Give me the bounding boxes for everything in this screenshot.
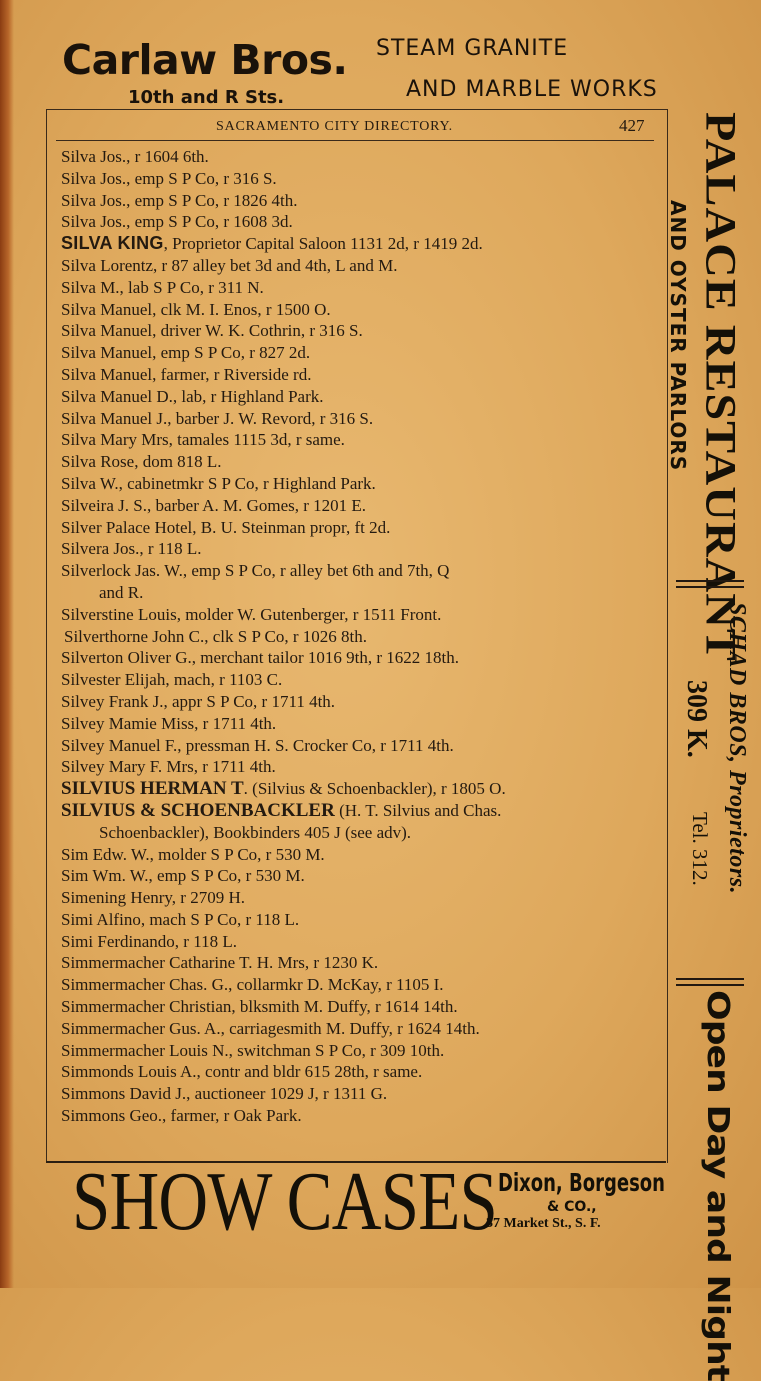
carlaw-ad-address: 10th and R Sts. xyxy=(128,87,285,108)
directory-entry xyxy=(61,1061,661,1083)
entry-text: Simi Ferdinando, r 118 L. xyxy=(61,931,237,951)
entry-text: Silva Jos., r 1604 6th. xyxy=(61,147,209,166)
entry-text: Simmonds Louis A., contr and bldr 615 28th, r same. xyxy=(61,1062,423,1082)
entry-name-bold: SILVIUS & SCHOENBACKLER xyxy=(61,799,335,821)
entry-text: Silva Jos., emp S P Co, r 316 S. xyxy=(61,168,277,188)
side-ad-divider xyxy=(676,580,744,588)
entry-text: Silva W., cabinetmkr S P Co, r Highland Park. xyxy=(61,473,376,493)
entry-text: Silva Manuel J., barber J. W. Revord, r 316 S. xyxy=(61,408,374,428)
showcase-ad-firm: Dixon, Borgeson xyxy=(498,1168,665,1197)
palace-ad-name: PALACE RESTAURANT xyxy=(696,112,745,662)
directory-entry xyxy=(61,865,661,887)
entry-text: Silverthorne John C., clk S P Co, r 1026 8th. xyxy=(64,626,368,646)
palace-ad-subtitle: AND OYSTER PARLORS xyxy=(666,200,690,472)
entry-text: Silvey Manuel F., pressman H. S. Crocker Co, r 1711 4th. xyxy=(61,735,454,755)
directory-entry xyxy=(61,233,661,255)
directory-entry xyxy=(61,669,661,691)
directory-entry xyxy=(61,255,661,277)
directory-entry xyxy=(61,756,661,778)
directory-entry xyxy=(61,560,661,582)
directory-entry xyxy=(61,626,661,648)
directory-entry xyxy=(61,691,661,713)
entry-text: Sim Edw. W., molder S P Co, r 530 M. xyxy=(61,844,325,864)
directory-entry xyxy=(61,909,661,931)
entry-text: Silva Manuel D., lab, r Highland Park. xyxy=(61,386,324,406)
entry-text: Silverton Oliver G., merchant tailor 1016 9th, r 1622 18th. xyxy=(61,648,460,668)
entry-text: Silva Mary Mrs, tamales 1115 3d, r same. xyxy=(61,430,345,450)
directory-entry xyxy=(61,778,661,800)
directory-entry-continuation xyxy=(61,822,661,844)
entry-text: , Proprietor Capital Saloon 1131 2d, r 1419 2d. xyxy=(163,234,483,254)
directory-entry xyxy=(61,996,661,1018)
showcase-ad-address: 37 Market St., S. F. xyxy=(486,1216,601,1231)
palace-ad-hours: Open Day and Night xyxy=(700,990,735,1381)
directory-entry xyxy=(61,538,661,560)
directory-entry xyxy=(61,713,661,735)
entry-text: Simmermacher Chas. G., collarmkr D. McKay, r 1105 I. xyxy=(61,975,444,995)
directory-entry xyxy=(61,604,661,626)
directory-entry xyxy=(61,408,661,430)
entry-text: Simmermacher Louis N., switchman S P Co, r 309 10th. xyxy=(61,1040,445,1060)
directory-entry xyxy=(61,517,661,539)
entry-text: Silva M., lab S P Co, r 311 N. xyxy=(61,277,264,297)
entry-text: Silvey Frank J., appr S P Co, r 1711 4th. xyxy=(61,691,336,711)
entry-text: Silvester Elijah, mach, r 1103 C. xyxy=(61,670,283,690)
directory-entry xyxy=(61,168,661,190)
entry-text: Silveira J. S., barber A. M. Gomes, r 1201 E. xyxy=(61,495,367,515)
directory-entry xyxy=(61,473,661,495)
entry-text: Silva Lorentz, r 87 alley bet 3d and 4th, L and M. xyxy=(61,255,398,275)
palace-ad-proprietors: SCHAD BROS, Proprietors. xyxy=(724,602,750,895)
entry-text: Silvera Jos., r 118 L. xyxy=(61,539,202,559)
showcase-ad-headline: SHOW CASES xyxy=(72,1155,497,1248)
directory-entry xyxy=(61,299,661,321)
carlaw-ad-line2: AND MARBLE WORKS xyxy=(406,77,658,102)
entry-text: Schoenbackler), Bookbinders 405 J (see adv). xyxy=(99,822,412,842)
entry-text: Silverstine Louis, molder W. Gutenberger, r 1511 Front. xyxy=(61,604,442,624)
entry-text: Silva Manuel, farmer, r Riverside rd. xyxy=(61,364,312,384)
palace-ad-tel: Tel. 312. xyxy=(688,812,712,886)
directory-entry-continuation xyxy=(61,582,661,604)
directory-entry xyxy=(61,1083,661,1105)
entry-text: and R. xyxy=(99,582,144,602)
entry-text: Silva Manuel, driver W. K. Cothrin, r 316 S. xyxy=(61,321,363,341)
entry-text: Silverlock Jas. W., emp S P Co, r alley bet 6th and 7th, Q xyxy=(61,561,450,581)
entry-text: Simmermacher Christian, blksmith M. Duffy, r 1614 14th. xyxy=(61,997,458,1017)
directory-entry xyxy=(61,211,661,233)
entry-text: Simmons David J., auctioneer 1029 J, r 1311 G. xyxy=(61,1084,388,1104)
entry-text: Simmermacher Catharine T. H. Mrs, r 1230 K. xyxy=(61,953,379,973)
directory-entry xyxy=(61,887,661,909)
showcase-ad-co: & CO., xyxy=(547,1199,597,1215)
page-number: 427 xyxy=(619,116,645,135)
directory-entry xyxy=(61,364,661,386)
entry-text: Sim Wm. W., emp S P Co, r 530 M. xyxy=(61,866,305,886)
entry-text: Silva Jos., emp S P Co, r 1826 4th. xyxy=(61,190,298,210)
entry-text: Silva Manuel, emp S P Co, r 827 2d. xyxy=(61,343,311,363)
page-edge xyxy=(0,0,14,1288)
entry-text: Silvey Mary F. Mrs, r 1711 4th. xyxy=(61,757,276,777)
directory-entry xyxy=(61,495,661,517)
directory-entry xyxy=(61,342,661,364)
entry-text: Silva Manuel, clk M. I. Enos, r 1500 O. xyxy=(61,299,331,319)
entry-text: Silvey Mamie Miss, r 1711 4th. xyxy=(61,713,277,733)
entry-text: Simmons Geo., farmer, r Oak Park. xyxy=(61,1106,302,1126)
directory-entry xyxy=(61,844,661,866)
entry-name-bold: SILVA KING xyxy=(61,233,164,254)
entry-text: Silva Rose, dom 818 L. xyxy=(61,452,222,472)
entry-text: Simmermacher Gus. A., carriagesmith M. Duffy, r 1624 14th. xyxy=(61,1018,480,1038)
directory-entry xyxy=(61,429,661,451)
directory-entry xyxy=(61,800,661,822)
running-title: SACRAMENTO CITY DIRECTORY. xyxy=(216,119,453,134)
palace-ad-address: 309 K. xyxy=(681,680,712,758)
entry-text: Simi Alfino, mach S P Co, r 118 L. xyxy=(61,909,300,929)
directory-entry xyxy=(61,451,661,473)
entry-text: Silva Jos., emp S P Co, r 1608 3d. xyxy=(61,212,293,232)
directory-entry xyxy=(61,647,661,669)
carlaw-ad-line1: STEAM GRANITE xyxy=(376,36,569,61)
entry-text: Silver Palace Hotel, B. U. Steinman propr, ft 2d. xyxy=(61,517,391,537)
entry-name-bold: SILVIUS HERMAN T xyxy=(61,778,244,800)
header-rule xyxy=(56,140,654,141)
side-ad-divider xyxy=(676,978,744,986)
directory-entry xyxy=(61,320,661,342)
directory-entry xyxy=(61,190,661,212)
entry-text: (H. T. Silvius and Chas. xyxy=(334,800,502,820)
directory-entry xyxy=(61,146,661,168)
entry-text: Simening Henry, r 2709 H. xyxy=(61,888,245,908)
directory-entry xyxy=(61,386,661,408)
directory-entry xyxy=(61,952,661,974)
directory-entries xyxy=(61,146,661,1127)
directory-entry xyxy=(61,1105,661,1127)
directory-entry xyxy=(61,277,661,299)
directory-entry xyxy=(61,1040,661,1062)
carlaw-ad-firm: Carlaw Bros. xyxy=(62,36,348,84)
directory-entry xyxy=(61,735,661,757)
directory-entry xyxy=(61,931,661,953)
directory-entry xyxy=(61,974,661,996)
entry-text: . (Silvius & Schoenbackler), r 1805 O. xyxy=(243,779,506,799)
directory-entry xyxy=(61,1018,661,1040)
